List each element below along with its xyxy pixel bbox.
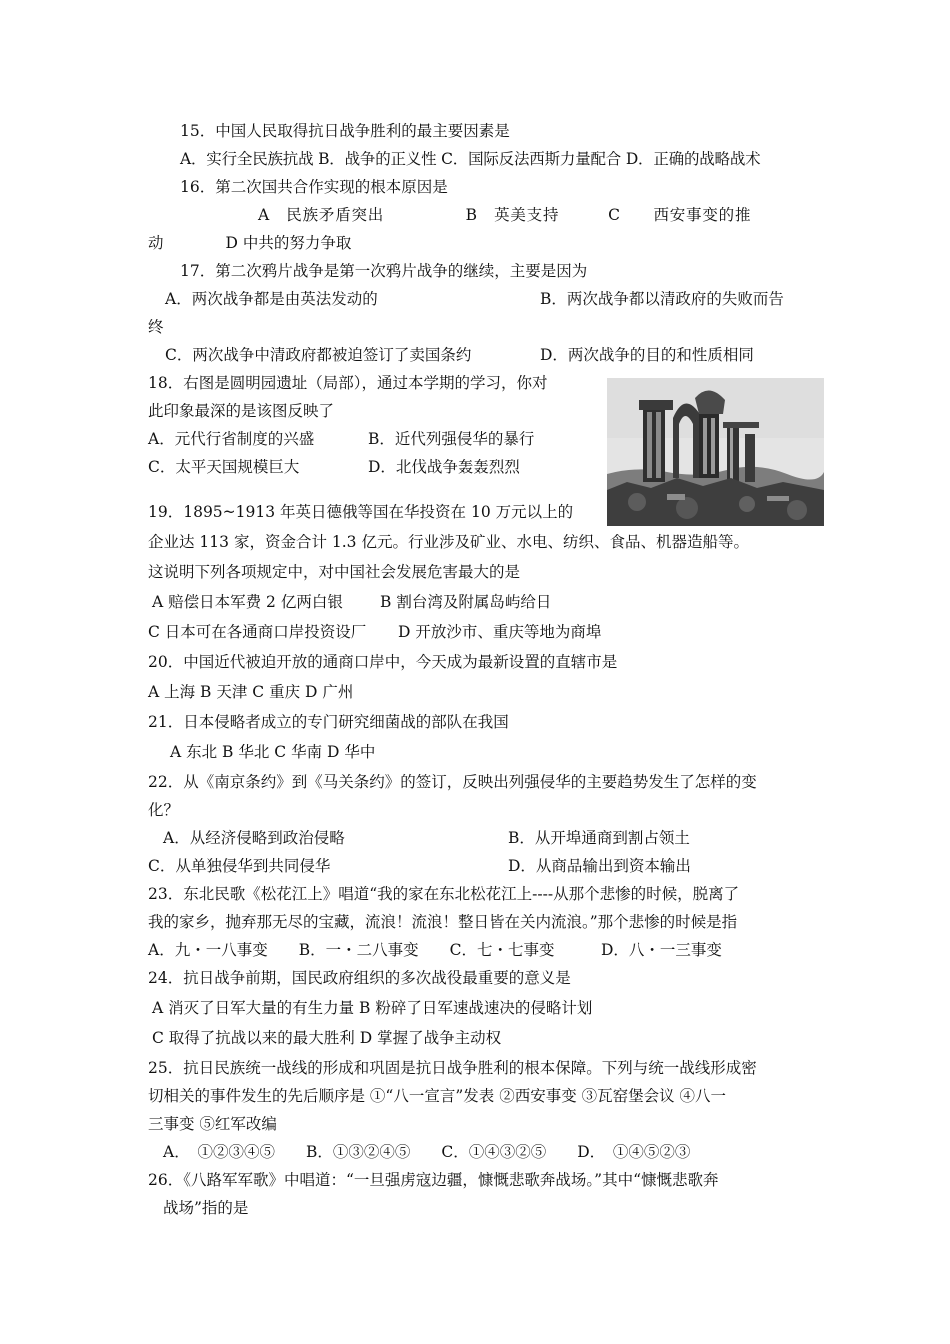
question-19-option-d: D 开放沙市、重庆等地为商埠 — [398, 623, 602, 641]
question-25-cont-1: 切相关的事件发生的先后顺序是 ①“八一宣言”发表 ②西安事变 ③瓦窑堡会议 ④八一 — [148, 1087, 727, 1105]
question-25-options: A． ①②③④⑤ B．①③②④⑤ C．①④③②⑤ D． ①④⑤②③ — [163, 1143, 691, 1161]
question-19-option-c: C 日本可在各通商口岸投资设厂 — [148, 623, 367, 641]
question-17-option-c: C．两次战争中清政府都被迫签订了卖国条约 — [165, 346, 472, 364]
question-18-option-c: C．太平天国规模巨大 — [148, 458, 300, 476]
question-25: 25．抗日民族统一战线的形成和巩固是抗日战争胜利的根本保障。下列与统一战线形成密 — [148, 1059, 757, 1077]
question-19: 19．1895~1913 年英日德俄等国在华投资在 10 万元以上的 — [148, 503, 574, 521]
question-24-options-2: C 取得了抗战以来的最大胜利 D 掌握了战争主动权 — [152, 1029, 502, 1047]
question-18-option-b: B．近代列强侵华的暴行 — [368, 430, 535, 448]
question-21-options: A 东北 B 华北 C 华南 D 华中 — [170, 743, 376, 761]
question-20: 20．中国近代被迫开放的通商口岸中，今天成为最新设置的直辖市是 — [148, 653, 618, 671]
question-22-option-c: C．从单独侵华到共同侵华 — [148, 857, 331, 875]
question-24-options-1: A 消灭了日军大量的有生力量 B 粉碎了日军速战速决的侵略计划 — [152, 999, 593, 1017]
question-22-option-a: A．从经济侵略到政治侵略 — [163, 829, 345, 847]
question-19-cont-2: 这说明下列各项规定中，对中国社会发展危害最大的是 — [148, 563, 521, 581]
question-19-cont-1: 企业达 113 家，资金合计 1.3 亿元。行业涉及矿业、水电、纺织、食品、机器造船等。 — [148, 533, 749, 551]
question-15: 15．中国人民取得抗日战争胜利的最主要因素是 — [180, 122, 510, 140]
question-24: 24．抗日战争前期，国民政府组织的多次战役最重要的意义是 — [148, 969, 571, 987]
question-23-cont: 我的家乡，抛弃那无尽的宝藏，流浪！流浪！整日皆在关内流浪。”那个悲惨的时候是指 — [148, 913, 738, 931]
question-23-options: A．九・一八事变 B．一・二八事变 C．七・七事变 D．八・一三事变 — [148, 941, 722, 959]
question-19-option-b: B 割台湾及附属岛屿给日 — [380, 593, 552, 611]
question-22-option-b: B．从开埠通商到割占领土 — [508, 829, 690, 847]
question-21: 21．日本侵略者成立的专门研究细菌战的部队在我国 — [148, 713, 509, 731]
question-22-option-d: D．从商品输出到资本输出 — [508, 857, 691, 875]
question-17-option-b-cont: 终 — [148, 318, 164, 336]
question-17: 17．第二次鸦片战争是第一次鸦片战争的继续，主要是因为 — [180, 262, 588, 280]
question-16: 16．第二次国共合作实现的根本原因是 — [180, 178, 448, 196]
question-18-option-d: D．北伐战争轰轰烈烈 — [368, 458, 520, 476]
question-19-option-a: A 赔偿日本军费 2 亿两白银 — [152, 593, 343, 611]
question-17-option-d: D．两次战争的目的和性质相同 — [540, 346, 754, 364]
question-22: 22．从《南京条约》到《马关条约》的签订，反映出列强侵华的主要趋势发生了怎样的变 — [148, 773, 757, 791]
question-26-cont: 战场”指的是 — [163, 1199, 249, 1217]
question-23: 23．东北民歌《松花江上》唱道“我的家在东北松花江上----从那个悲惨的时候，脱离了 — [148, 885, 740, 903]
question-20-options: A 上海 B 天津 C 重庆 D 广州 — [148, 683, 354, 701]
question-17-option-b: B．两次战争都以清政府的失败而告 — [540, 290, 784, 308]
question-16-options: A 民族矛盾突出 B 英美支持 C 西安事变的推 — [258, 206, 752, 224]
question-26: 26．《八路军军歌》中唱道：“一旦强虏寇边疆，慷慨悲歌奔战场。”其中“慷慨悲歌奔 — [148, 1171, 719, 1189]
yuanmingyuan-ruins-photo — [607, 378, 824, 526]
question-25-cont-2: 三事变 ⑤红军改编 — [148, 1115, 277, 1133]
question-16-options-cont: 动 D 中共的努力争取 — [148, 234, 352, 252]
question-15-options: A．实行全民族抗战 B．战争的正义性 C．国际反法西斯力量配合 D．正确的战略战术 — [180, 150, 761, 168]
question-18: 18．右图是圆明园遗址（局部），通过本学期的学习，你对 — [148, 374, 548, 392]
question-22-cont: 化？ — [148, 801, 180, 819]
question-17-option-a: A．两次战争都是由英法发动的 — [165, 290, 378, 308]
question-18-option-a: A．元代行省制度的兴盛 — [148, 430, 315, 448]
question-18-cont: 此印象最深的是该图反映了 — [148, 402, 335, 420]
